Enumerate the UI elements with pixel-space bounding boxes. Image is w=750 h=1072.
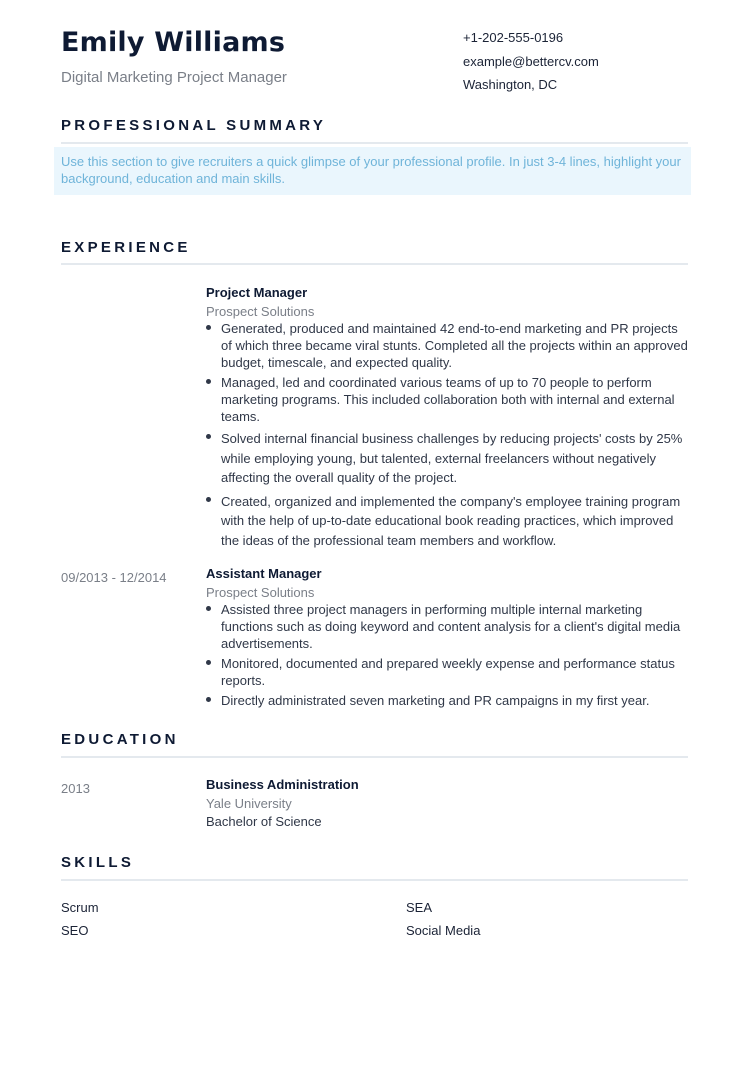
skill-item: Scrum bbox=[61, 900, 99, 915]
contact-block bbox=[463, 29, 599, 100]
job-bullet: Generated, produced and maintained 42 end-to-end marketing and PR projects of which three became viral stunts. Completed all the projects within an approved budget, timescale, and expected quality. bbox=[206, 320, 688, 371]
job-role: Assistant Manager bbox=[206, 566, 322, 581]
candidate-title: Digital Marketing Project Manager bbox=[61, 69, 287, 86]
summary-text: Use this section to give recruiters a quick glimpse of your professional profile. In just 3-4 lines, highlight your background, education and main skills. bbox=[54, 147, 691, 195]
summary-heading: PROFESSIONAL SUMMARY bbox=[61, 117, 327, 134]
summary-divider bbox=[61, 142, 688, 144]
job-bullet: Directly administrated seven marketing and PR campaigns in my first year. bbox=[206, 692, 688, 709]
job-company: Prospect Solutions bbox=[206, 585, 315, 600]
job-dates: 09/2013 - 12/2014 bbox=[61, 570, 167, 585]
job-company: Prospect Solutions bbox=[206, 304, 315, 319]
education-degree: Bachelor of Science bbox=[206, 814, 322, 829]
education-divider bbox=[61, 756, 688, 758]
experience-divider bbox=[61, 263, 688, 265]
experience-heading: EXPERIENCE bbox=[61, 239, 191, 256]
skill-item: SEO bbox=[61, 923, 89, 938]
job-bullet: Assisted three project managers in performing multiple internal marketing functions such as doing keyword and content analysis for a client's digital media advertisements. bbox=[206, 601, 688, 652]
education-heading: EDUCATION bbox=[61, 731, 179, 748]
skill-item: SEA bbox=[406, 900, 433, 915]
job-bullet: Created, organized and implemented the company's employee training program with the help of up-to-date educational book reading practices, which improved the ideas of the professional team members and workflow. bbox=[206, 492, 688, 551]
job-bullets bbox=[206, 320, 688, 550]
candidate-name: Emily Williams bbox=[61, 27, 286, 58]
job-bullets bbox=[206, 601, 688, 709]
job-bullet: Managed, led and coordinated various teams of up to 70 people to perform marketing programs. This included collaboration both with internal and external teams. bbox=[206, 374, 688, 425]
education-field: Business Administration bbox=[206, 777, 359, 792]
skills-heading: SKILLS bbox=[61, 854, 135, 871]
skills-divider bbox=[61, 879, 688, 881]
contact-email: example@bettercv.com bbox=[463, 53, 599, 69]
job-role: Project Manager bbox=[206, 285, 308, 300]
job-bullet: Solved internal financial business challenges by reducing projects' costs by 25% while employing young, but talented, external freelancers without negatively affecting the overall quality of the project. bbox=[206, 429, 688, 488]
education-school: Yale University bbox=[206, 796, 292, 811]
contact-phone: +1-202-555-0196 bbox=[463, 30, 564, 45]
education-year: 2013 bbox=[61, 781, 90, 796]
skill-item: Social Media bbox=[406, 923, 481, 938]
contact-location: Washington, DC bbox=[463, 77, 558, 92]
job-bullet: Monitored, documented and prepared weekly expense and performance status reports. bbox=[206, 655, 688, 689]
